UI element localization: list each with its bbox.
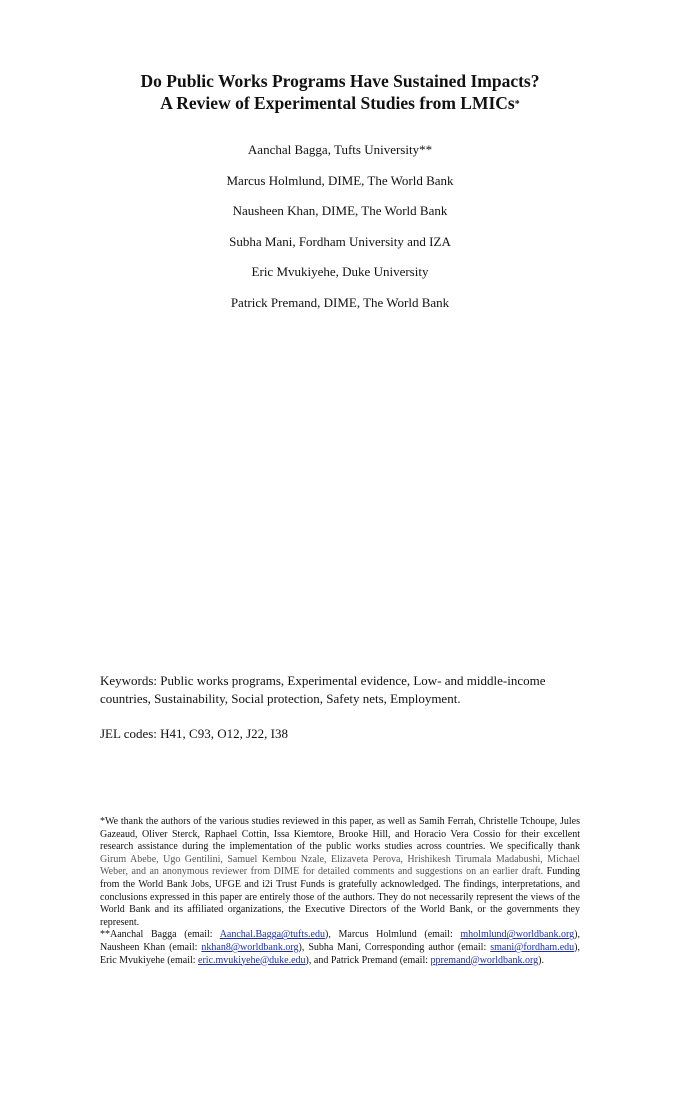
title-line-2-text: A Review of Experimental Studies from LMICs <box>160 93 515 113</box>
paper-title <box>0 70 680 116</box>
contact-text: ), Marcus Holmlund (email: <box>324 929 461 941</box>
title-line-2 <box>0 92 680 116</box>
email-link-khan[interactable]: nkhan8@worldbank.org <box>201 941 299 953</box>
author-4: Subha Mani, Fordham University and IZA <box>229 233 451 249</box>
contact-text: ), Nausheen Khan (email: <box>100 929 580 953</box>
contact-text: ), Subha Mani, Corresponding author (email: <box>298 941 491 953</box>
email-link-mani[interactable]: smani@fordham.edu <box>490 941 575 953</box>
author-2: Marcus Holmlund, DIME, The World Bank <box>226 172 454 188</box>
contact-info <box>100 929 580 967</box>
email-link-mvukiyehe[interactable]: eric.mvukiyehe@duke.edu <box>198 954 306 966</box>
contact-text: ), and Patrick Premand (email: <box>305 954 431 966</box>
author-1: Aanchal Bagga, Tufts University** <box>247 142 433 157</box>
email-link-bagga[interactable]: Aanchal.Bagga@tufts.edu <box>219 929 325 941</box>
author-6: Patrick Premand, DIME, The World Bank <box>230 294 450 310</box>
author-3: Nausheen Khan, DIME, The World Bank <box>232 203 448 219</box>
footnote <box>100 816 580 967</box>
acknowledgements-text-1: *We thank the authors of the various studies reviewed in this paper, as well as Samih Ferrah, Christelle Tchoupe, Jules Gazeaud, Oliver Sterck, Raphael Cottin, Issa Kiemtore, Brooke Hill, and Horacio Vera Cossio for their excellent research assistance during the implementation of the public works studies across countries. We specifically thank <box>100 816 580 853</box>
acknowledgements <box>100 816 580 929</box>
title-footnote-mark: * <box>514 99 520 110</box>
email-link-holmlund[interactable]: mholmlund@worldbank.org <box>460 929 575 941</box>
author-list <box>0 142 680 326</box>
contact-text: ), Eric Mvukiyehe (email: <box>100 941 580 966</box>
acknowledgements-reviewers: Girum Abebe, Ugo Gentilini, Samuel Kembou Nzale, Elizaveta Perova, Hrishikesh Tirumala Madabushi, Michael Weber, and an anonymous reviewer from DIME for detailed comments and suggestions on an earlier draft. <box>100 853 580 878</box>
acknowledgements-text-2: Funding from the World Bank Jobs, UFGE and i2i Trust Funds is gratefully acknowledged. The findings, interpretations, and conclusions expressed in this paper are entirely those of the authors. They do not necessarily represent the views of the World Bank and its affiliated organizations, the Executive Directors of the World Bank, or the governments they represent. <box>100 866 581 928</box>
email-link-premand[interactable]: ppremand@worldbank.org <box>430 954 539 966</box>
contact-text: **Aanchal Bagga (email: <box>100 929 220 941</box>
jel-codes: JEL codes: H41, C93, O12, J22, I38 <box>100 726 289 741</box>
keywords: Keywords: Public works programs, Experimental evidence, Low- and middle-income countries, Sustainability, Social protection, Safety nets, Employment. <box>100 673 546 706</box>
title-line-1: Do Public Works Programs Have Sustained Impacts? <box>140 71 540 91</box>
author-5: Eric Mvukiyehe, Duke University <box>251 264 429 280</box>
contact-text: ). <box>538 954 544 966</box>
